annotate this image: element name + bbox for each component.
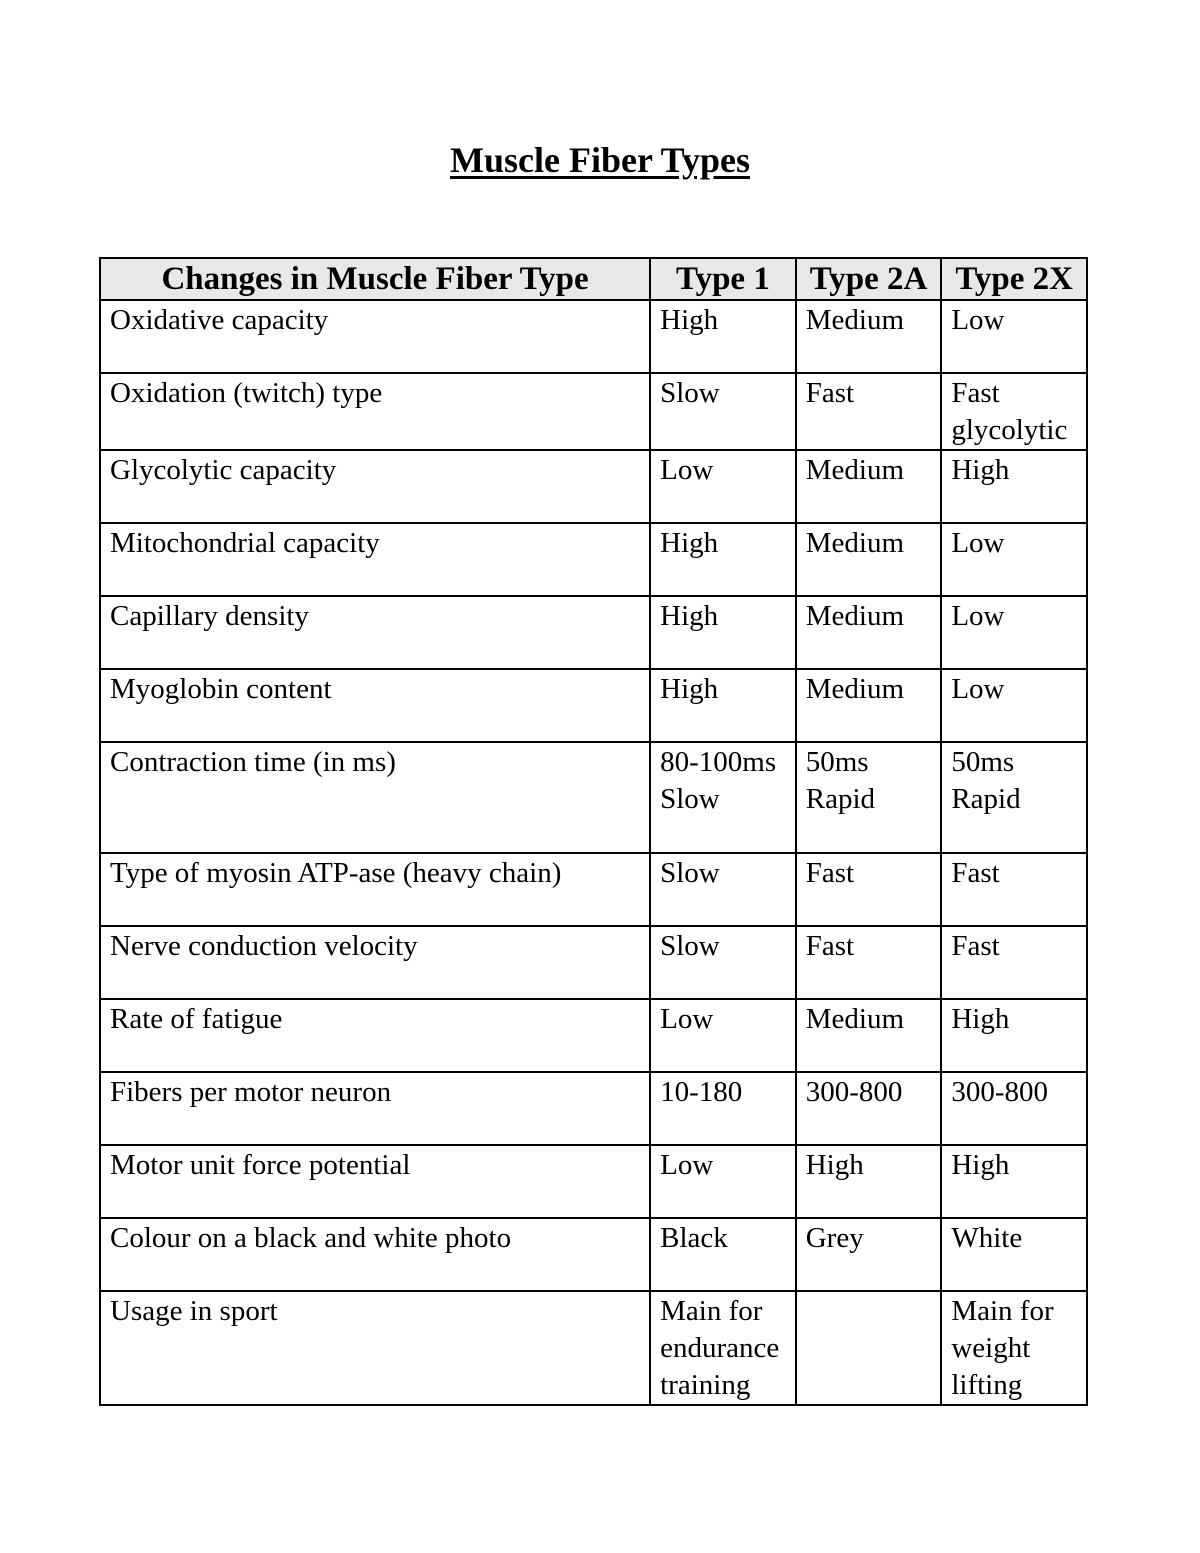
- cell-type2x: 300-800: [941, 1072, 1087, 1145]
- cell-type2a: Medium: [796, 523, 942, 596]
- cell-type1: Low: [650, 1145, 796, 1218]
- cell-type2x: High: [941, 999, 1087, 1072]
- cell-type1: 80-100ms Slow: [650, 742, 796, 853]
- table-row: [100, 853, 1087, 926]
- cell-property: Myoglobin content: [100, 669, 650, 742]
- cell-type2a: Medium: [796, 596, 942, 669]
- table-row: [100, 1218, 1087, 1291]
- cell-type2a: Grey: [796, 1218, 942, 1291]
- cell-property: Mitochondrial capacity: [100, 523, 650, 596]
- table-row: [100, 742, 1087, 853]
- cell-property: Usage in sport: [100, 1291, 650, 1405]
- cell-type2x: 50ms Rapid: [941, 742, 1087, 853]
- cell-type1: Black: [650, 1218, 796, 1291]
- table-row: [100, 669, 1087, 742]
- cell-type2a: Medium: [796, 669, 942, 742]
- cell-property: Type of myosin ATP-ase (heavy chain): [100, 853, 650, 926]
- cell-property: Rate of fatigue: [100, 999, 650, 1072]
- cell-type2a: [796, 1291, 942, 1405]
- cell-property: Oxidative capacity: [100, 300, 650, 373]
- cell-property: Motor unit force potential: [100, 1145, 650, 1218]
- cell-type1: Low: [650, 999, 796, 1072]
- cell-type1: High: [650, 669, 796, 742]
- table-header-row: [100, 258, 1087, 300]
- cell-property: Nerve conduction velocity: [100, 926, 650, 999]
- page-title: Muscle Fiber Types: [450, 140, 750, 180]
- cell-type1: Slow: [650, 853, 796, 926]
- cell-type2x: Main for weight lifting: [941, 1291, 1087, 1405]
- cell-property: Fibers per motor neuron: [100, 1072, 650, 1145]
- cell-type1: Main for endurance training: [650, 1291, 796, 1405]
- header-property: Changes in Muscle Fiber Type: [100, 258, 650, 300]
- cell-type2x: Low: [941, 523, 1087, 596]
- cell-type2x: High: [941, 1145, 1087, 1218]
- table-row: [100, 1145, 1087, 1218]
- cell-property: Oxidation (twitch) type: [100, 373, 650, 450]
- cell-type1: High: [650, 523, 796, 596]
- cell-type2x: Low: [941, 596, 1087, 669]
- cell-type2x: White: [941, 1218, 1087, 1291]
- table-row: [100, 300, 1087, 373]
- cell-type2x: Low: [941, 669, 1087, 742]
- table-row: [100, 999, 1087, 1072]
- cell-type1: Slow: [650, 926, 796, 999]
- table-row: [100, 450, 1087, 523]
- cell-type2a: Fast: [796, 373, 942, 450]
- cell-property: Colour on a black and white photo: [100, 1218, 650, 1291]
- cell-type2x: High: [941, 450, 1087, 523]
- cell-type1: High: [650, 300, 796, 373]
- cell-type2x: Fast: [941, 926, 1087, 999]
- cell-type2a: 300-800: [796, 1072, 942, 1145]
- cell-property: Capillary density: [100, 596, 650, 669]
- header-type2x: Type 2X: [941, 258, 1087, 300]
- header-type1: Type 1: [650, 258, 796, 300]
- cell-type2x: Low: [941, 300, 1087, 373]
- table-row: [100, 1291, 1087, 1405]
- cell-type2a: Fast: [796, 853, 942, 926]
- header-type2a: Type 2A: [796, 258, 942, 300]
- cell-type2a: Medium: [796, 999, 942, 1072]
- table-row: [100, 926, 1087, 999]
- table-row: [100, 1072, 1087, 1145]
- table-row: [100, 596, 1087, 669]
- cell-type2a: Medium: [796, 300, 942, 373]
- cell-type2a: Medium: [796, 450, 942, 523]
- cell-type2x: Fast: [941, 853, 1087, 926]
- muscle-fiber-table: [99, 257, 1088, 1406]
- cell-type2x: Fast glycolytic: [941, 373, 1087, 450]
- table-row: [100, 373, 1087, 450]
- cell-type2a: 50ms Rapid: [796, 742, 942, 853]
- cell-type2a: High: [796, 1145, 942, 1218]
- cell-type1: Low: [650, 450, 796, 523]
- cell-type1: High: [650, 596, 796, 669]
- cell-property: Glycolytic capacity: [100, 450, 650, 523]
- cell-type1: 10-180: [650, 1072, 796, 1145]
- cell-property: Contraction time (in ms): [100, 742, 650, 853]
- cell-type2a: Fast: [796, 926, 942, 999]
- cell-type1: Slow: [650, 373, 796, 450]
- table-row: [100, 523, 1087, 596]
